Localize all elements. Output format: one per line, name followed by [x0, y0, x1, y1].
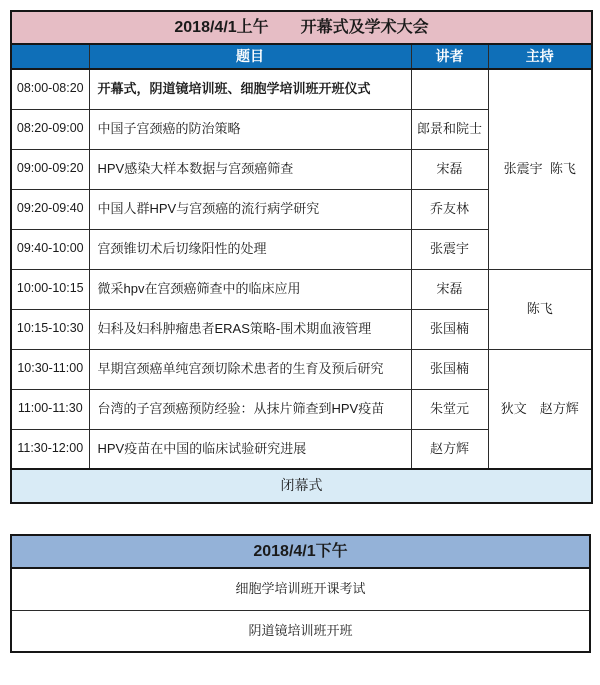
col-header-time: [11, 44, 89, 69]
morning-title-row: [11, 11, 592, 44]
schedule-row: [11, 349, 592, 389]
time-cell: 09:00-09:20: [11, 149, 89, 189]
col-header-speaker: 讲者: [411, 44, 488, 69]
afternoon-row: [11, 610, 590, 652]
time-cell: 10:30-11:00: [11, 349, 89, 389]
speaker-cell: 张国楠: [411, 309, 488, 349]
afternoon-item-cell: 阴道镜培训班开班: [11, 610, 590, 652]
topic-cell: 宫颈锥切术后切缘阳性的处理: [89, 229, 411, 269]
host-cell: 张震宇 陈飞: [488, 69, 592, 269]
afternoon-schedule-table: [10, 534, 591, 653]
topic-cell: 中国子宫颈癌的防治策略: [89, 109, 411, 149]
time-cell: 10:15-10:30: [11, 309, 89, 349]
time-cell: 11:30-12:00: [11, 429, 89, 469]
time-cell: 09:20-09:40: [11, 189, 89, 229]
host-cell: 狄文 赵方辉: [488, 349, 592, 469]
col-header-host: 主持: [488, 44, 592, 69]
speaker-cell: 张震宇: [411, 229, 488, 269]
afternoon-row: [11, 568, 590, 610]
column-header-row: [11, 44, 592, 69]
speaker-cell: 乔友林: [411, 189, 488, 229]
afternoon-item-cell: 细胞学培训班开课考试: [11, 568, 590, 610]
morning-schedule-table: [10, 10, 593, 504]
topic-cell: HPV感染大样本数据与宫颈癌筛查: [89, 149, 411, 189]
speaker-cell: 宋磊: [411, 269, 488, 309]
time-cell: 10:00-10:15: [11, 269, 89, 309]
topic-cell: 台湾的子宫颈癌预防经验：从抹片筛查到HPV疫苗: [89, 389, 411, 429]
host-cell: 陈飞: [488, 269, 592, 349]
schedule-row: [11, 269, 592, 309]
morning-session-title: 2018/4/1上午 开幕式及学术大会: [11, 11, 592, 44]
time-cell: 08:00-08:20: [11, 69, 89, 109]
speaker-cell: [411, 69, 488, 109]
topic-cell: HPV疫苗在中国的临床试验研究进展: [89, 429, 411, 469]
speaker-cell: 张国楠: [411, 349, 488, 389]
speaker-cell: 赵方辉: [411, 429, 488, 469]
time-cell: 08:20-09:00: [11, 109, 89, 149]
closing-ceremony-cell: 闭幕式: [11, 469, 592, 503]
speaker-cell: 宋磊: [411, 149, 488, 189]
schedule-row: [11, 69, 592, 109]
closing-row: [11, 469, 592, 503]
speaker-cell: 朱堂元: [411, 389, 488, 429]
afternoon-session-title: 2018/4/1下午: [11, 535, 590, 568]
time-cell: 09:40-10:00: [11, 229, 89, 269]
topic-cell: 妇科及妇科肿瘤患者ERAS策略-围术期血液管理: [89, 309, 411, 349]
time-cell: 11:00-11:30: [11, 389, 89, 429]
speaker-cell: 郎景和院士: [411, 109, 488, 149]
afternoon-title-row: [11, 535, 590, 568]
topic-cell: 微采hpv在宫颈癌筛查中的临床应用: [89, 269, 411, 309]
topic-cell: 早期宫颈癌单纯宫颈切除术患者的生育及预后研究: [89, 349, 411, 389]
topic-cell: 中国人群HPV与宫颈癌的流行病学研究: [89, 189, 411, 229]
col-header-topic: 题目: [89, 44, 411, 69]
topic-cell: 开幕式，阴道镜培训班、细胞学培训班开班仪式: [89, 69, 411, 109]
